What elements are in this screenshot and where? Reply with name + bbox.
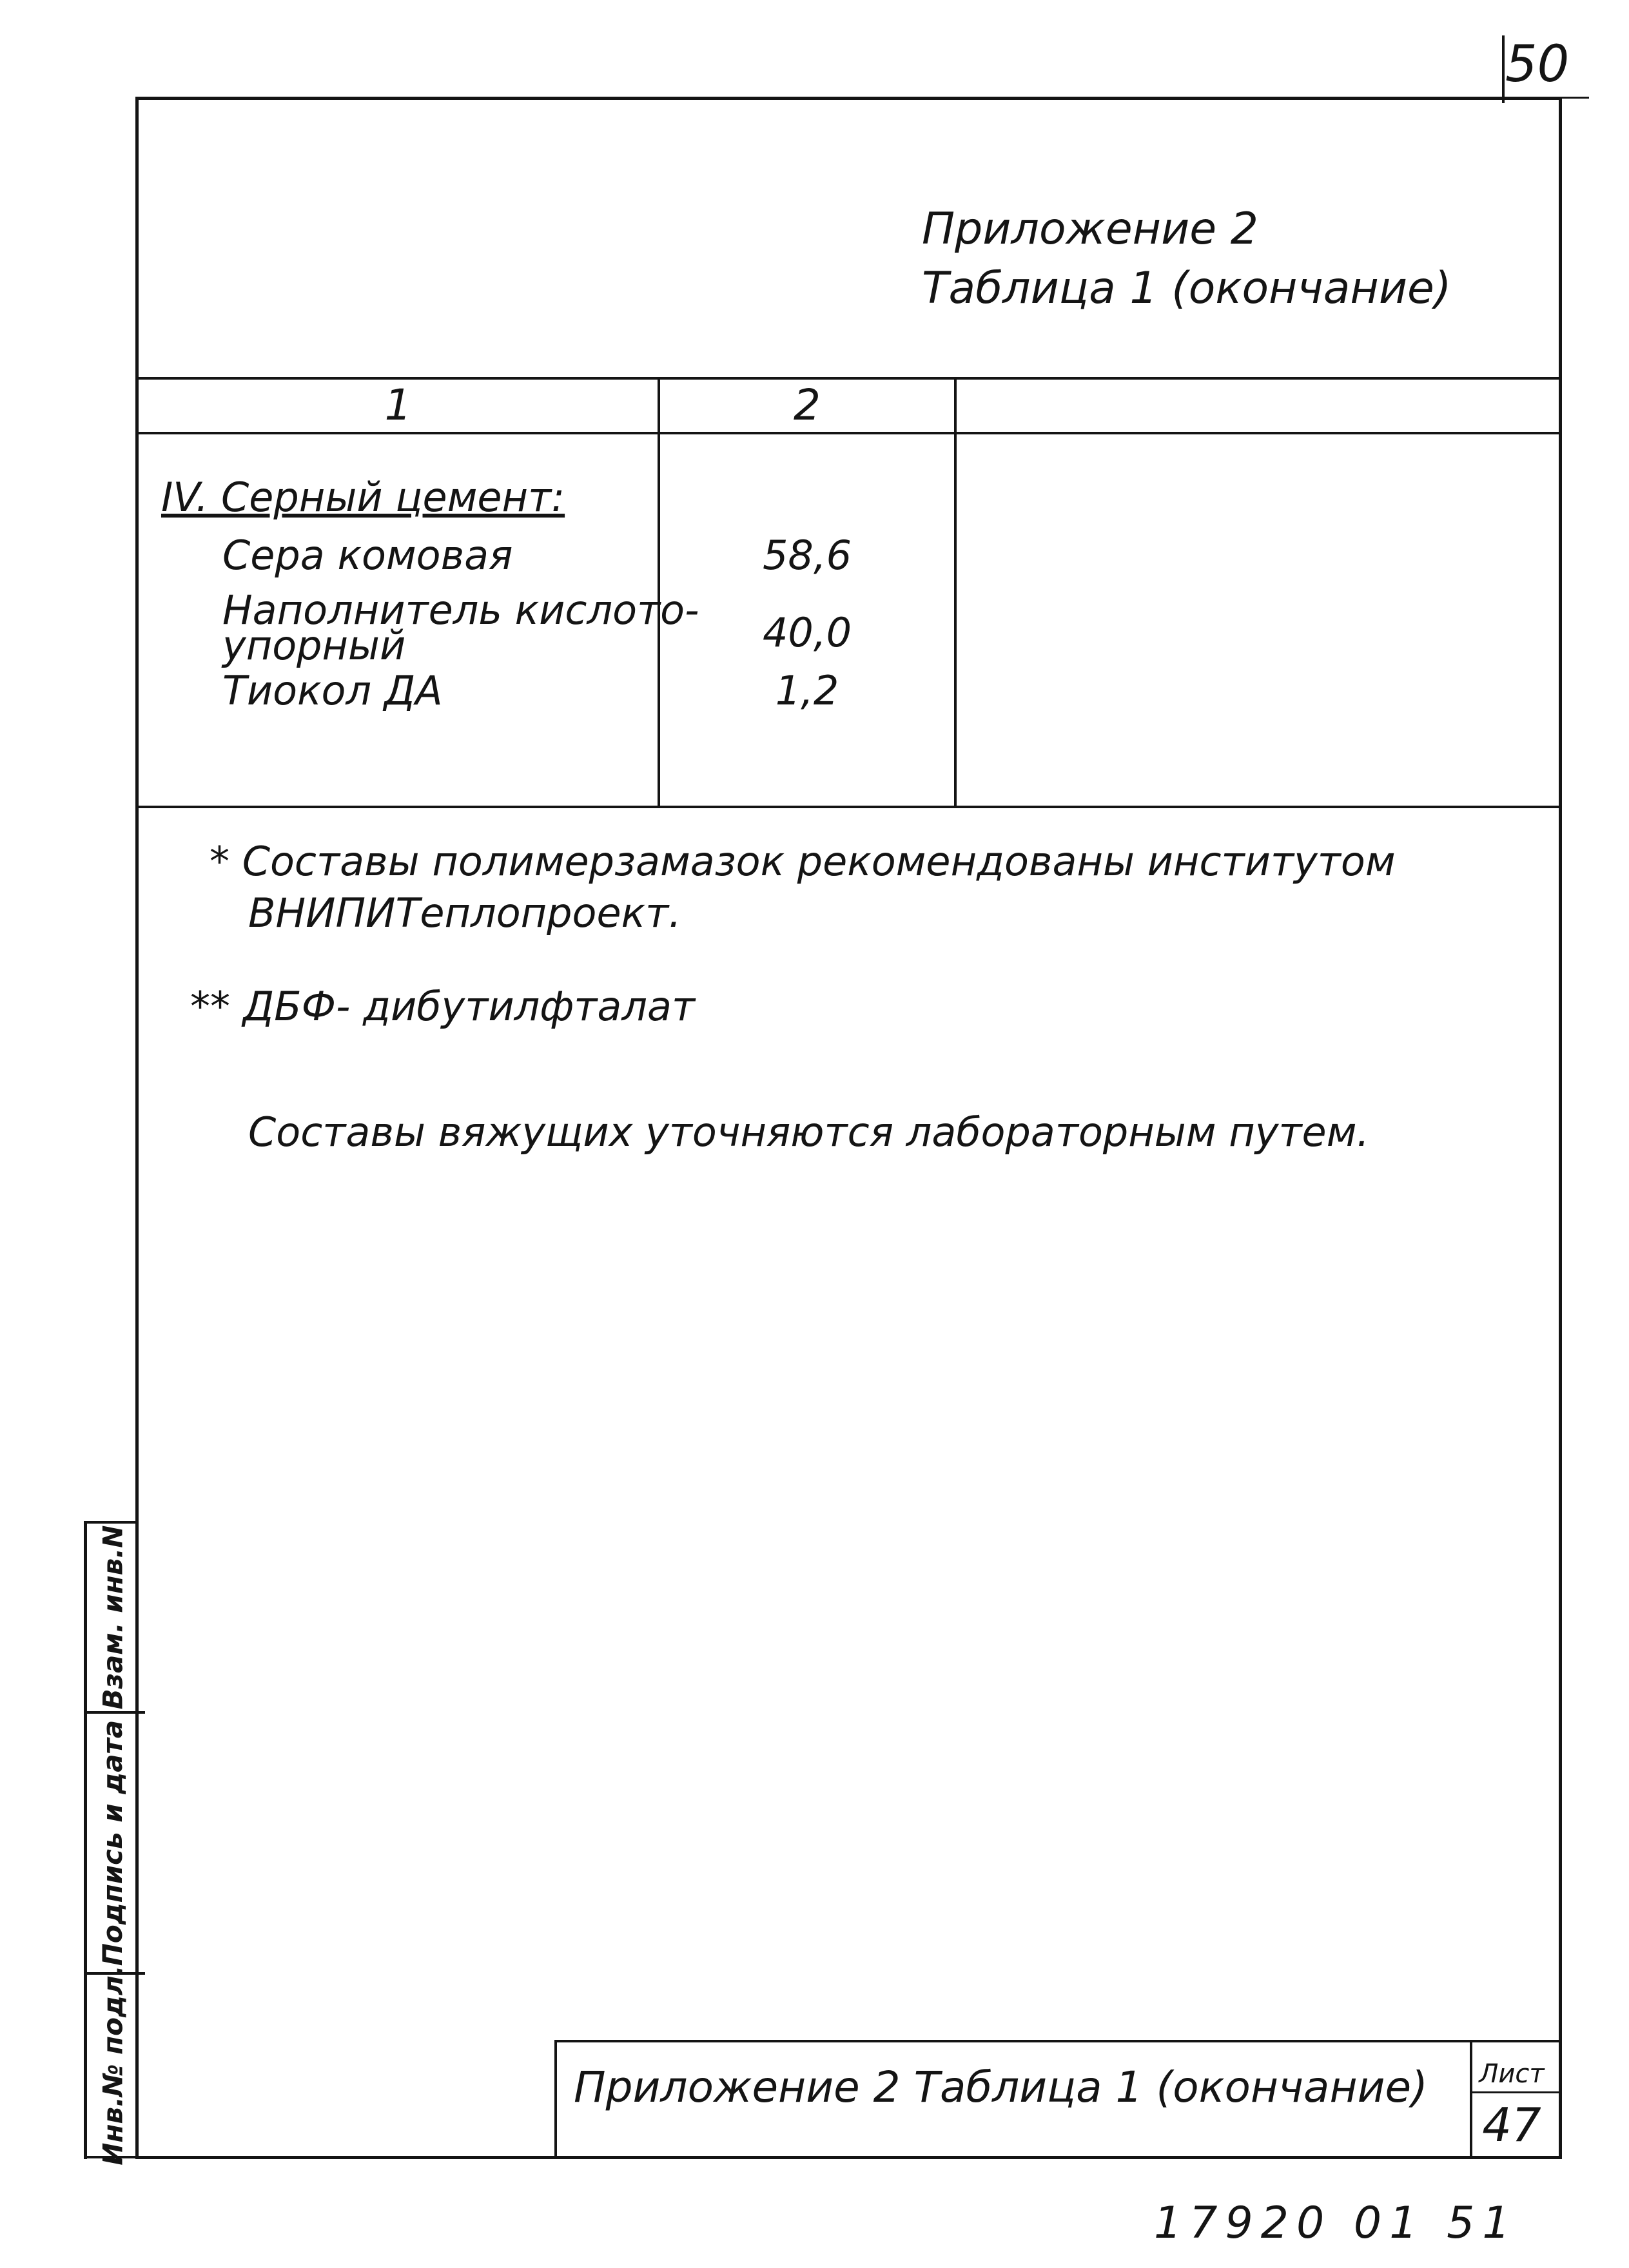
appendix-title: Приложение 2	[922, 204, 1259, 255]
sheet-label: Лист	[1479, 2059, 1545, 2089]
row-name: упорный	[222, 622, 406, 669]
document-code: 17920 01 51	[1154, 2198, 1518, 2249]
page-number-divider	[1502, 35, 1505, 103]
side-cell-original-inv	[84, 1965, 142, 2166]
section-title: IV. Серный цемент:	[161, 474, 565, 521]
table-header-border	[135, 432, 1562, 434]
note-3: Составы вяжущих уточняются лабораторным путем.	[248, 1109, 1370, 1156]
stamp-top-border	[554, 2040, 1561, 2042]
note-1-line-1: * Составы полимерзамазок рекомендованы институтом	[210, 838, 1396, 885]
page-number: 50	[1505, 35, 1570, 93]
appendix-header	[922, 200, 1451, 318]
stamp-sheet-divider	[1470, 2040, 1472, 2159]
table-bottom-border	[135, 806, 1562, 808]
row-value: 1,2	[775, 667, 839, 714]
stamp-left-border	[554, 2040, 557, 2159]
note-2: ** ДБФ- дибутилфталат	[190, 983, 696, 1030]
side-label-signature-date: Подпись и дата	[97, 1720, 129, 1966]
row-name: Тиокол ДА	[222, 667, 443, 714]
frame-top	[135, 97, 1560, 100]
row-value: 40,0	[762, 609, 852, 656]
table-col-divider-2	[954, 377, 957, 807]
frame-bottom	[135, 2156, 1562, 2159]
row-name: Наполнитель кислото-	[222, 586, 699, 634]
side-cell-signature	[84, 1714, 142, 1972]
table-top-border	[135, 377, 1562, 380]
stamp-title: Приложение 2 Таблица 1 (окончание)	[574, 2062, 1428, 2112]
row-name: Сера комовая	[222, 532, 513, 579]
column-header-1: 1	[384, 380, 412, 430]
side-label-original-inv: Инв.№ подл.	[97, 1965, 129, 2166]
frame-right	[1559, 97, 1562, 2159]
row-value: 58,6	[762, 532, 852, 579]
table-title: Таблица 1 (окончание)	[922, 263, 1452, 314]
sheet-number: 47	[1482, 2098, 1541, 2152]
column-header-2: 2	[794, 380, 821, 430]
note-1-line-2: ВНИПИТеплопроект.	[248, 889, 681, 936]
stamp-sheet-label-line	[1470, 2091, 1560, 2093]
side-cell-replacement	[84, 1524, 142, 1711]
side-label-replacement-inv: Взам. инв.N	[97, 1525, 129, 1710]
